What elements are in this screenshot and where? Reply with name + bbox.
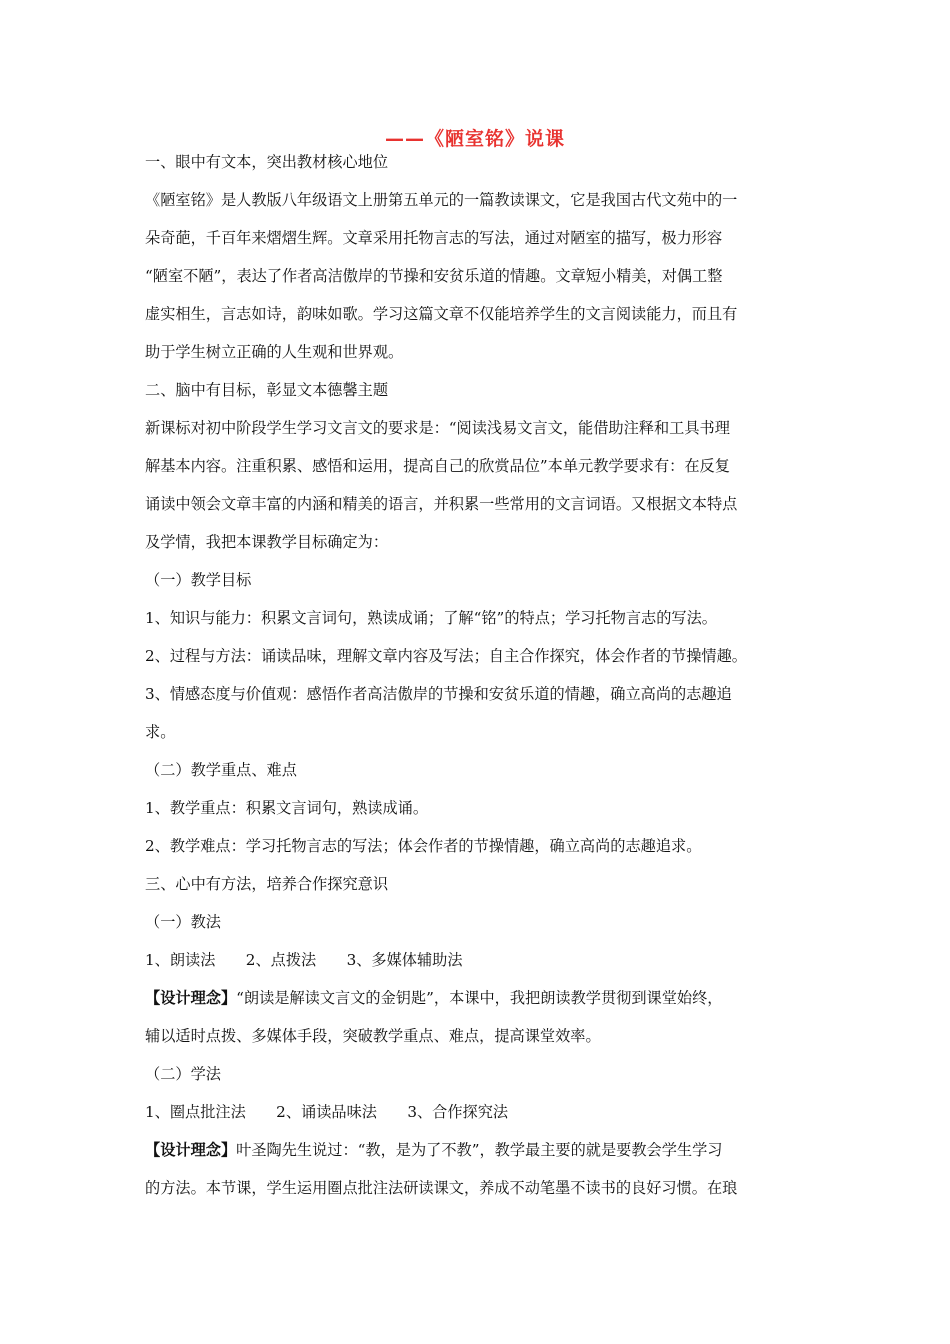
design-note-text: “朗读是解读文言文的金钥匙”，本课中，我把朗读教学贯彻到课堂始终， bbox=[236, 989, 723, 1007]
paragraph-line: “陋室不陋”，表达了作者高洁傲岸的节操和安贫乐道的情趣。文章短小精美，对偶工整 bbox=[145, 267, 723, 285]
subsection-heading: （一）教学目标 bbox=[145, 571, 252, 589]
method-list: 1、圈点批注法 2、诵读品味法 3、合作探究法 bbox=[145, 1103, 509, 1121]
paragraph-line: 诵读中领会文章丰富的内涵和精美的语言，并积累一些常用的文言词语。又根据文本特点 bbox=[145, 495, 738, 513]
subsection-heading: （一）教法 bbox=[145, 913, 221, 931]
paragraph-line: 辅以适时点拨、多媒体手段，突破教学重点、难点，提高课堂效率。 bbox=[145, 1027, 601, 1045]
list-item: 3、情感态度与价值观：感悟作者高洁傲岸的节操和安贫乐道的情趣，确立高尚的志趣追 bbox=[145, 685, 732, 703]
section-heading-1: 一、眼中有文本，突出教材核心地位 bbox=[145, 153, 388, 171]
method-list: 1、朗读法 2、点拨法 3、多媒体辅助法 bbox=[145, 951, 463, 969]
paragraph-line: 新课标对初中阶段学生学习文言文的要求是：“阅读浅易文言文，能借助注释和工具书理 bbox=[145, 419, 730, 437]
subsection-heading: （二）学法 bbox=[145, 1065, 221, 1083]
design-note-line bbox=[145, 988, 722, 1008]
design-label: 【设计理念】 bbox=[145, 989, 237, 1007]
list-item: 2、过程与方法：诵读品味，理解文章内容及写法；自主合作探究，体会作者的节操情趣。 bbox=[145, 647, 747, 665]
paragraph-line: 虚实相生，言志如诗，韵味如歌。学习这篇文章不仅能培养学生的文言阅读能力，而且有 bbox=[145, 305, 738, 323]
subsection-heading: （二）教学重点、难点 bbox=[145, 761, 297, 779]
list-item: 2、教学难点：学习托物言志的写法；体会作者的节操情趣，确立高尚的志趣追求。 bbox=[145, 837, 702, 855]
design-label: 【设计理念】 bbox=[145, 1141, 237, 1159]
list-item: 1、教学重点：积累文言词句，熟读成诵。 bbox=[145, 799, 429, 817]
paragraph-line: 的方法。本节课，学生运用圈点批注法研读课文，养成不动笔墨不读书的良好习惯。在琅 bbox=[145, 1179, 738, 1197]
paragraph-line: 助于学生树立正确的人生观和世界观。 bbox=[145, 343, 404, 361]
design-note-line bbox=[145, 1140, 722, 1160]
paragraph-line: 朵奇葩，千百年来熠熠生辉。文章采用托物言志的写法，通过对陋室的描写，极力形容 bbox=[145, 229, 723, 247]
section-heading-3: 三、心中有方法，培养合作探究意识 bbox=[145, 875, 388, 893]
list-item: 1、知识与能力：积累文言词句，熟读成诵；了解“铭”的特点；学习托物言志的写法。 bbox=[145, 609, 717, 627]
list-item-continuation: 求。 bbox=[145, 723, 176, 741]
paragraph-line: 《陋室铭》是人教版八年级语文上册第五单元的一篇教读课文，它是我国古代文苑中的一 bbox=[145, 191, 738, 209]
paragraph-line: 解基本内容。注重积累、感悟和运用，提高自己的欣赏品位”本单元教学要求有：在反复 bbox=[145, 457, 730, 475]
page-title: ——《陋室铭》说课 bbox=[384, 128, 565, 150]
design-note-text: 叶圣陶先生说过：“教，是为了不教”，教学最主要的就是要教会学生学习 bbox=[236, 1141, 723, 1159]
paragraph-line: 及学情，我把本课教学目标确定为： bbox=[145, 533, 388, 551]
section-heading-2: 二、脑中有目标，彰显文本德馨主题 bbox=[145, 381, 388, 399]
